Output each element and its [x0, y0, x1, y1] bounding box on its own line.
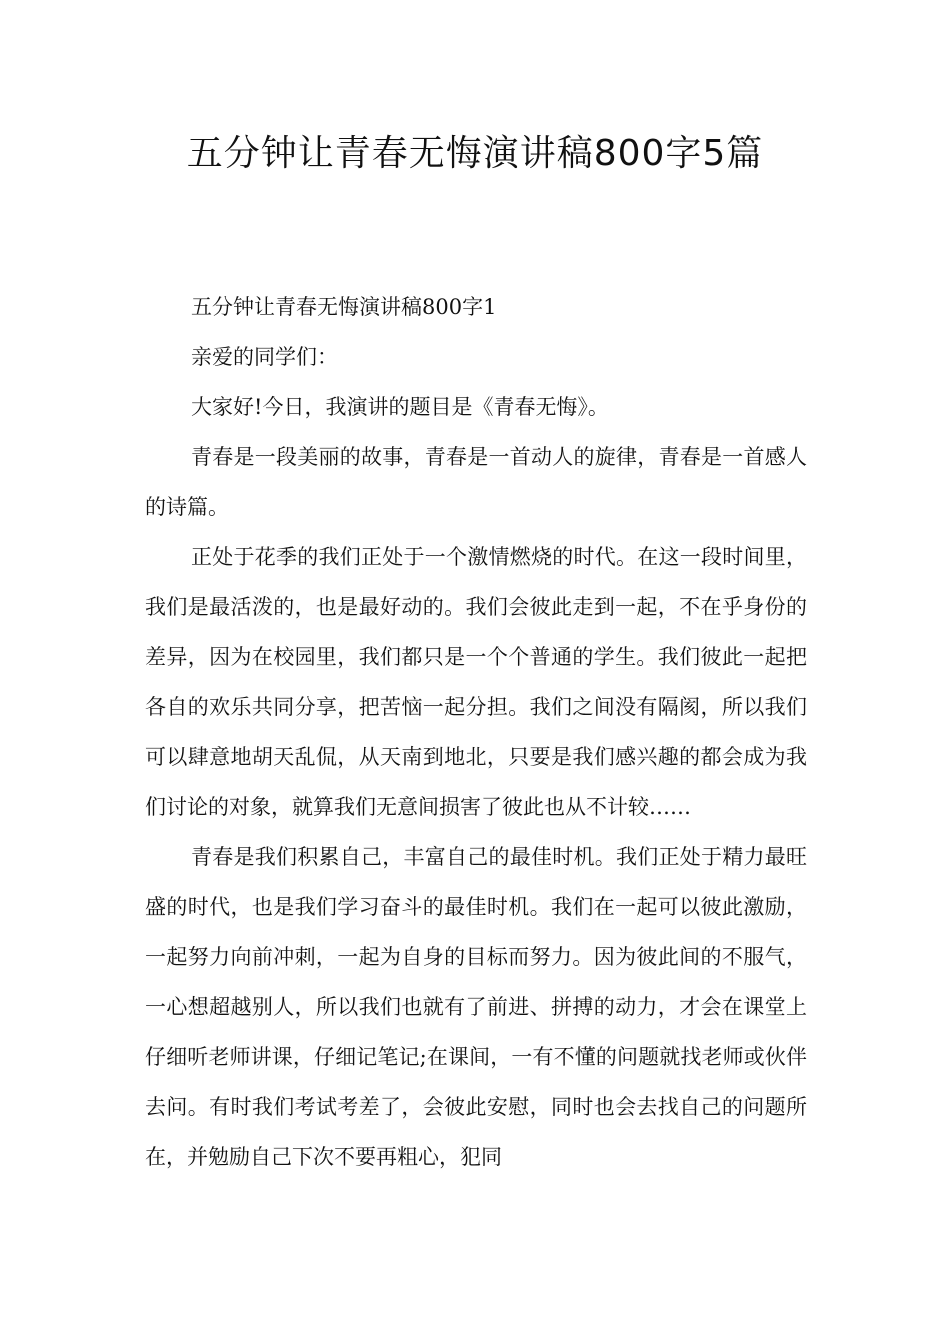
paragraph-body: 正处于花季的我们正处于一个激情燃烧的时代。在这一段时间里，我们是最活泼的，也是最好动的。我们会彼此走到一起，不在乎身份的差异，因为在校园里，我们都只是一个个普通的学生。我们彼此一起把各自的欢乐共同分享，把苦恼一起分担。我们之间没有隔阂，所以我们可以肆意地胡天乱侃，从天南到地北，只要是我们感兴趣的都会成为我们讨论的对象，就算我们无意间损害了彼此也从不计较……	[145, 545, 807, 819]
document-body	[145, 282, 807, 1182]
paragraph-subtitle: 五分钟让青春无悔演讲稿800字1	[191, 295, 497, 319]
document-title: 五分钟让青春无悔演讲稿800字5篇	[186, 133, 764, 174]
paragraph-body: 青春是一段美丽的故事，青春是一首动人的旋律，青春是一首感人的诗篇。	[145, 445, 807, 519]
paragraph-greeting: 大家好!今日，我演讲的题目是《青春无悔》。	[191, 395, 609, 419]
paragraph-body: 青春是我们积累自己，丰富自己的最佳时机。我们正处于精力最旺盛的时代，也是我们学习奋斗的最佳时机。我们在一起可以彼此激励，一起努力向前冲刺，一起为自身的目标而努力。因为彼此间的不服气，一心想超越别人，所以我们也就有了前进、拼搏的动力，才会在课堂上仔细听老师讲课，仔细记笔记;在课间，一有不懂的问题就找老师或伙伴去问。有时我们考试考差了，会彼此安慰，同时也会去找自己的问题所在，并勉励自己下次不要再粗心，犯同	[145, 845, 807, 1169]
paragraph-salutation: 亲爱的同学们：	[191, 345, 338, 369]
